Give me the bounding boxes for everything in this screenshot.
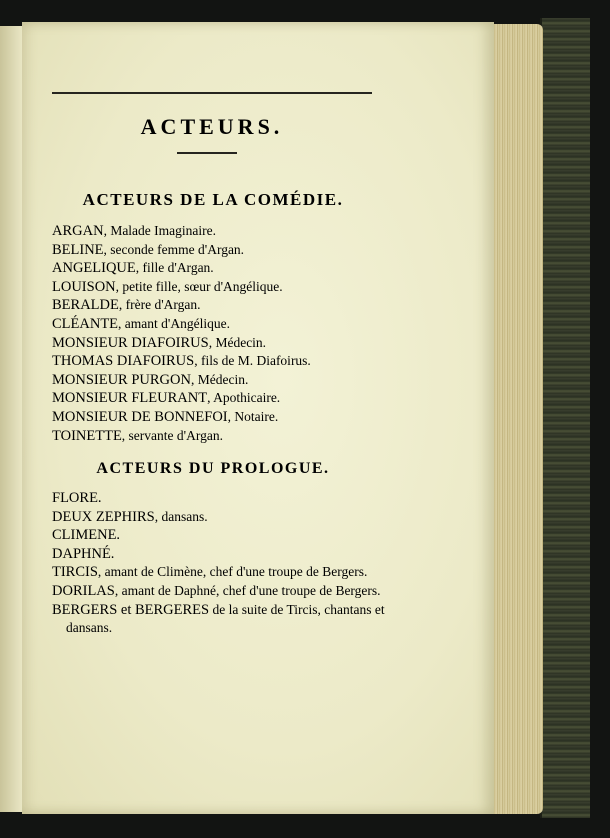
cast-item: TIRCIS, amant de Climène, chef d'une troupe de Bergers. <box>52 564 368 581</box>
cast-item: MONSIEUR DIAFOIRUS, Médecin. <box>52 334 267 351</box>
cast-item: DAPHNÉ. <box>52 545 115 562</box>
cast-item: DORILAS, amant de Daphné, chef d'une troupe de Bergers. <box>52 582 381 599</box>
book-page <box>22 22 494 814</box>
book-cover-edge <box>540 18 590 818</box>
cast-item: THOMAS DIAFOIRUS, fils de M. Diafoirus. <box>52 353 311 370</box>
cast-item: BERALDE, frère d'Argan. <box>52 297 201 314</box>
cast-item: MONSIEUR FLEURANT, Apothicaire. <box>52 390 281 407</box>
cast-item: TOINETTE, servante d'Argan. <box>52 427 223 444</box>
cast-item: ANGELIQUE, fille d'Argan. <box>52 260 214 277</box>
cast-item: BELINE, seconde femme d'Argan. <box>52 241 245 258</box>
cast-item: CLÉANTE, amant d'Angélique. <box>52 315 230 332</box>
cast-item: MONSIEUR DE BONNEFOI, Notaire. <box>52 408 279 425</box>
cast-item: ARGAN, Malade Imaginaire. <box>52 223 217 239</box>
prologue-heading: ACTEURS DU PROLOGUE. <box>96 460 330 477</box>
facing-page-edge <box>0 26 22 812</box>
comedie-heading: ACTEURS DE LA COMÉDIE. <box>82 190 344 209</box>
title-rule <box>177 152 237 154</box>
cast-item: MONSIEUR PURGON, Médecin. <box>52 371 249 388</box>
cast-item: DEUX ZEPHIRS, dansans. <box>52 508 208 525</box>
prologue-cast-list <box>52 489 385 638</box>
cast-item: BERGERS et BERGERES de la suite de Tircis, chantans et dansans. <box>52 601 385 636</box>
cast-item: FLORE. <box>52 490 102 506</box>
page-title: ACTEURS. <box>140 114 284 139</box>
cast-item: LOUISON, petite fille, sœur d'Angélique. <box>52 278 283 295</box>
page-edges <box>493 24 543 814</box>
top-rule <box>52 92 372 94</box>
comedie-cast-list <box>52 222 382 445</box>
cast-item: CLIMENE. <box>52 527 121 544</box>
